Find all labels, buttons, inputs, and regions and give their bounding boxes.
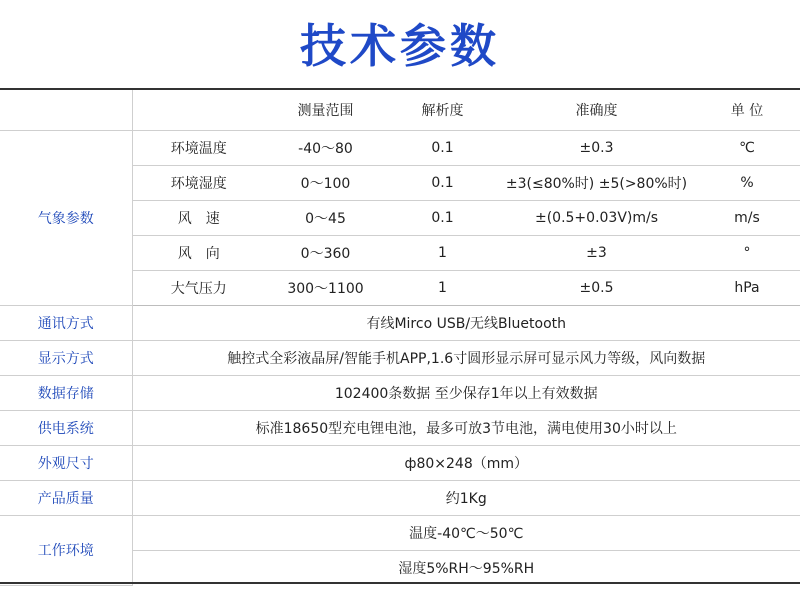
communication-value: 有线Mirco USB/无线Bluetooth <box>132 306 800 341</box>
category-display: 显示方式 <box>0 341 132 376</box>
header-empty-cell <box>0 90 132 131</box>
header-range: 测量范围 <box>265 90 386 131</box>
table-header-row <box>0 90 800 131</box>
table-row <box>0 446 800 481</box>
param-range: 0～45 <box>265 201 386 236</box>
param-resolution: 0.1 <box>386 201 499 236</box>
param-name: 环境温度 <box>132 131 265 166</box>
param-unit: ℃ <box>694 131 800 166</box>
table-row <box>0 481 800 516</box>
display-value: 触控式全彩液晶屏/智能手机APP,1.6寸圆形显示屏可显示风力等级，风向数据 <box>132 341 800 376</box>
spec-table <box>0 90 800 586</box>
environment-humidity: 湿度5%RH～95%RH <box>398 561 535 577</box>
category-communication: 通讯方式 <box>0 306 132 341</box>
category-power: 供电系统 <box>0 411 132 446</box>
table-row <box>0 376 800 411</box>
param-unit: m/s <box>694 201 800 236</box>
category-meteo: 气象参数 <box>0 131 132 306</box>
power-value: 标准18650型充电锂电池，最多可放3节电池，满电使用30小时以上 <box>132 411 800 446</box>
param-name: 环境湿度 <box>132 166 265 201</box>
table-row <box>0 516 800 551</box>
table-row <box>0 131 800 166</box>
param-accuracy: ±3(≤80%时) ±5(>80%时) <box>499 166 694 201</box>
param-accuracy: ±0.5 <box>499 271 694 306</box>
table-row <box>0 411 800 446</box>
storage-value: 102400条数据 至少保存1年以上有效数据 <box>132 376 800 411</box>
param-range: 0～100 <box>265 166 386 201</box>
header-resolution: 解析度 <box>386 90 499 131</box>
param-range: 0～360 <box>265 236 386 271</box>
header-empty-cell <box>132 90 265 131</box>
param-name: 风 速 <box>132 201 265 236</box>
table-row <box>0 341 800 376</box>
param-resolution: 0.1 <box>386 166 499 201</box>
param-accuracy: ±3 <box>499 236 694 271</box>
table-bottom-rule <box>0 582 800 584</box>
param-range: -40～80 <box>265 131 386 166</box>
param-name: 大气压力 <box>132 271 265 306</box>
param-unit: ° <box>694 236 800 271</box>
header-accuracy: 准确度 <box>499 90 694 131</box>
param-resolution: 1 <box>386 236 499 271</box>
category-environment: 工作环境 <box>0 516 132 586</box>
param-unit: % <box>694 166 800 201</box>
dimensions-value: ф80×248（mm） <box>132 446 800 481</box>
header-unit: 单 位 <box>694 90 800 131</box>
category-storage: 数据存储 <box>0 376 132 411</box>
category-weight: 产品质量 <box>0 481 132 516</box>
category-dimensions: 外观尺寸 <box>0 446 132 481</box>
param-name: 风 向 <box>132 236 265 271</box>
weight-value: 约1Kg <box>132 481 800 516</box>
param-unit: hPa <box>694 271 800 306</box>
param-resolution: 0.1 <box>386 131 499 166</box>
param-accuracy: ±(0.5+0.03V)m/s <box>499 201 694 236</box>
environment-temperature: 温度-40℃～50℃ <box>132 516 800 551</box>
table-row <box>0 306 800 341</box>
param-resolution: 1 <box>386 271 499 306</box>
page-title: 技术参数 <box>300 19 500 73</box>
param-range: 300～1100 <box>265 271 386 306</box>
param-accuracy: ±0.3 <box>499 131 694 166</box>
